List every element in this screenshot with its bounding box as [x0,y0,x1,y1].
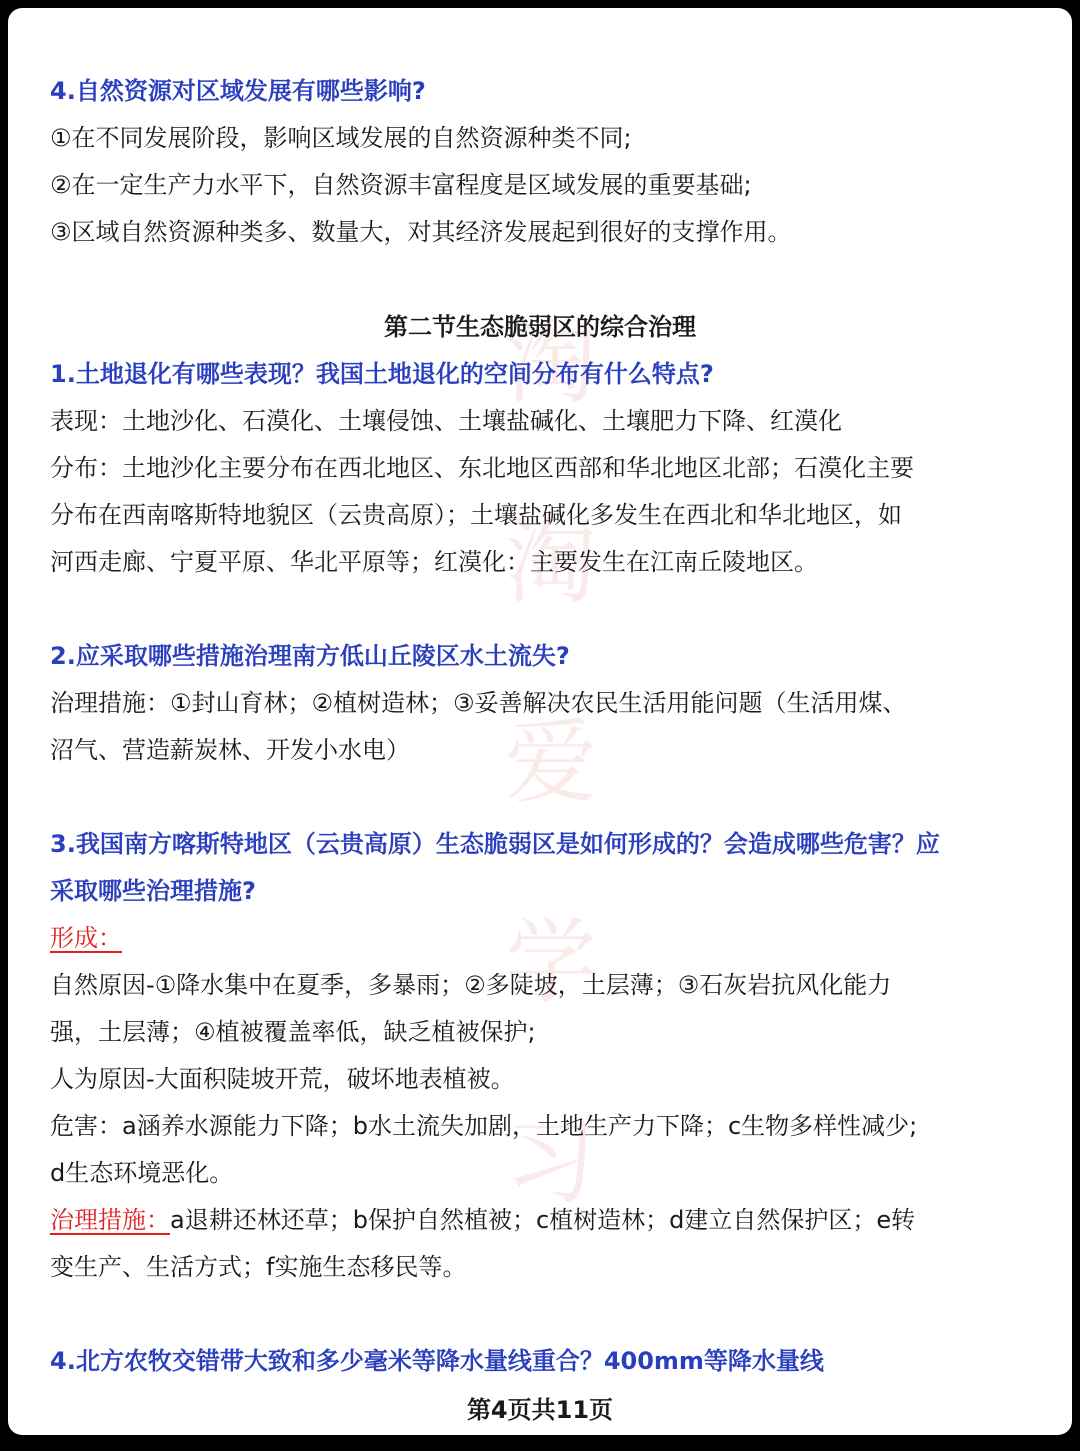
watermark-char: 爱 [504,709,597,816]
document-page [8,8,1072,1435]
measures-label: 治理措施： [50,1206,170,1234]
question-4-heading: 4.自然资源对区域发展有哪些影响? [50,77,426,105]
question-4-heading: 4.北方农牧交错带大致和多少毫米等降水量线重合？400mm等降水量线 [50,1347,824,1375]
answer-line: ①在不同发展阶段，影响区域发展的自然资源种类不同; [50,124,632,152]
watermark-char: 学 [504,909,597,1016]
watermark-char: 习 [504,1109,597,1216]
formation-label: 形成： [50,924,122,952]
question-2-heading: 2.应采取哪些措施治理南方低山丘陵区水土流失? [50,642,570,670]
page-number: 第4页共11页 [466,1396,614,1424]
answer-line: 沼气、营造薪炭林、开发小水电） [50,736,410,764]
watermark-char: 淘 [504,509,597,616]
question-3-heading-cont: 采取哪些治理措施? [50,877,256,905]
answer-line: 危害：a涵养水源能力下降；b水土流失加剧，土地生产力下降；c生物多样性减少; [50,1112,918,1140]
measures-text: a退耕还林还草；b保护自然植被；c植树造林；d建立自然保护区；e转 [170,1206,916,1234]
measures-line [50,1203,1042,1237]
answer-line: 自然原因-①降水集中在夏季，多暴雨；②多陡坡，土层薄；③石灰岩抗风化能力 [50,971,892,999]
answer-line: 治理措施：①封山育林；②植树造林；③妥善解决农民生活用能问题（生活用煤、 [50,689,907,717]
section-title: 第二节生态脆弱区的综合治理 [384,313,696,341]
answer-line: 分布：土地沙化主要分布在西北地区、东北地区西部和华北地区北部；石漠化主要 [50,454,914,482]
answer-line: ②在一定生产力水平下，自然资源丰富程度是区域发展的重要基础; [50,171,752,199]
answer-line: ③区域自然资源种类多、数量大，对其经济发展起到很好的支撑作用。 [50,218,792,246]
watermark-char: 淘 [504,309,597,416]
answer-line: 分布在西南喀斯特地貌区（云贵高原）；土壤盐碱化多发生在西北和华北地区，如 [50,501,902,529]
formation-label-line [50,921,1042,955]
answer-line: d生态环境恶化。 [50,1159,234,1187]
question-1-heading: 1.土地退化有哪些表现？我国土地退化的空间分布有什么特点? [50,360,714,388]
answer-line: 河西走廊、宁夏平原、华北平原等；红漠化：主要发生在江南丘陵地区。 [50,548,818,576]
answer-line: 变生产、生活方式；f实施生态移民等。 [50,1253,467,1281]
answer-line: 表现：土地沙化、石漠化、土壤侵蚀、土壤盐碱化、土壤肥力下降、红漠化 [50,407,842,435]
answer-line: 强，土层薄；④植被覆盖率低，缺乏植被保护; [50,1018,536,1046]
answer-line: 人为原因-大面积陡坡开荒，破坏地表植被。 [50,1065,515,1093]
question-3-heading: 3.我国南方喀斯特地区（云贵高原）生态脆弱区是如何形成的？会造成哪些危害？应 [50,830,940,858]
